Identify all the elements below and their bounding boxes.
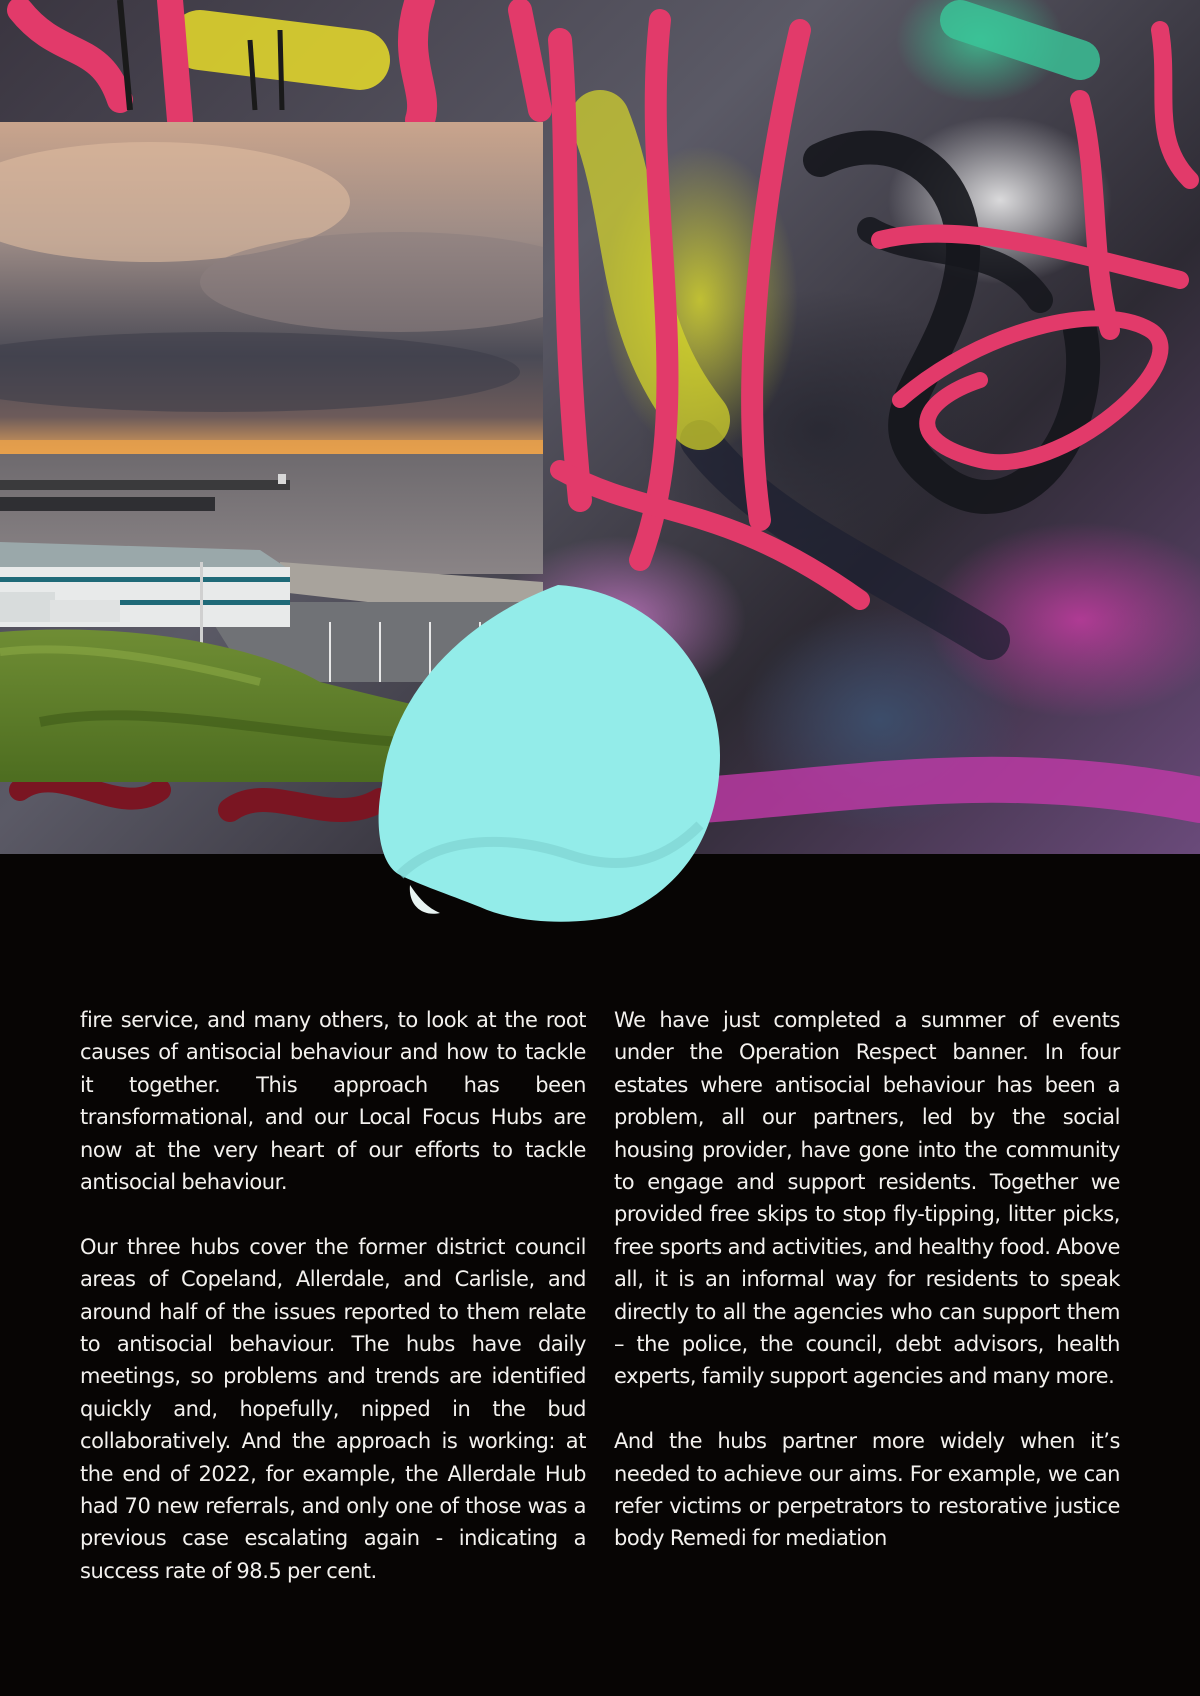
paragraph: fire service, and many others, to look at the root causes of antisocial behaviour and how to tackle it together. This approach has been transformational, and our Local Focus Hubs are now at the very heart of our efforts to tackle antisocial behaviour. [80,1008,586,1195]
cyan-sticker-decoration [370,585,728,925]
sticker-shape [370,585,728,925]
paragraph: Our three hubs cover the former district council areas of Copeland, Allerdale, and Carlisle, and around half of the issues reported to them relate to antisocial behaviour. The hubs have daily meetings, so problems and trends are identified quickly and, hopefully, nipped in the bud collaboratively. And the approach is working: at the end of 2022, for example, the Allerdale Hub had 70 new referrals, and only one of those was a previous case escalating again - indicating a success rate of 98.5 per cent. [80,1234,586,1583]
right-column [614,1004,1120,1620]
paragraph: We have just completed a summer of events under the Operation Respect banner. In four estates where antisocial behaviour has been a problem, all our partners, led by the social housing provider, have gone into the community to engage and support residents. Together we provided free skips to stop fly-tipping, litter picks, free sports and activities, and healthy food. Above all, it is an informal way for residents to speak directly to all the agencies who can support them – the police, the council, debt advisors, health experts, family support agencies and many more. [614,1008,1120,1389]
article-body [80,1004,1120,1620]
left-column [80,1004,586,1620]
paragraph: And the hubs partner more widely when it’s needed to achieve our aims. For example, we can refer victims or perpetrators to restorative justice body Remedi for mediation [614,1429,1120,1551]
